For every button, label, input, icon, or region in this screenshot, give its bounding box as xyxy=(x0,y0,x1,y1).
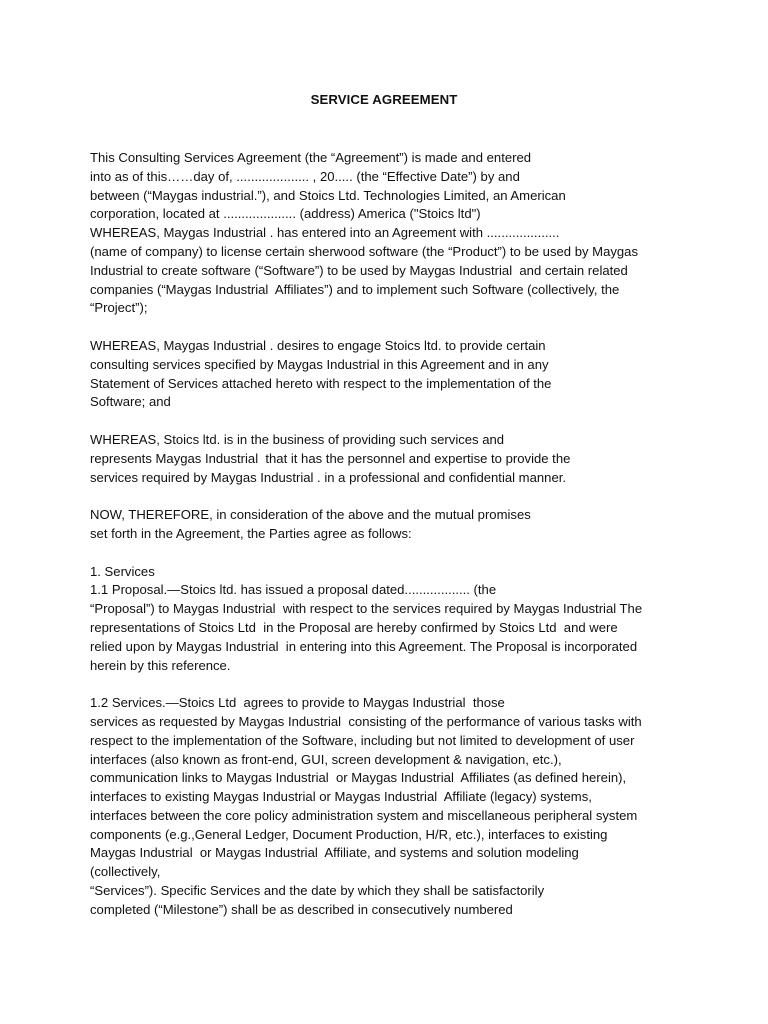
paragraph-whereas-business xyxy=(90,431,690,487)
text-line: Statement of Services attached hereto with respect to the implementation of the xyxy=(90,375,552,391)
paragraph-intro xyxy=(90,149,690,318)
text-line: WHEREAS, Stoics ltd. is in the business of providing such services and xyxy=(90,431,505,447)
text-line: Software; and xyxy=(90,394,171,410)
paragraph-gap xyxy=(90,412,690,431)
text-line: interfaces between the core policy administration system and miscellaneous peripheral system xyxy=(90,807,638,823)
text-line: Industrial to create software (“Software”) to be used by Maygas Industrial and certain related xyxy=(90,262,628,278)
paragraph-gap xyxy=(90,544,690,563)
text-line: between (“Maygas industrial.”), and Stoics Ltd. Technologies Limited, an American xyxy=(90,187,566,203)
text-line: relied upon by Maygas Industrial in entering into this Agreement. The Proposal is incorporated xyxy=(90,638,638,654)
text-line: corporation, located at .................... (address) America ("Stoics ltd") xyxy=(90,206,481,222)
text-line: into as of this……day of, .................... , 20..... (the “Effective Date”) by and xyxy=(90,168,520,184)
text-line: interfaces (also known as front-end, GUI, screen development & navigation, etc.), xyxy=(90,751,562,767)
text-line: represents Maygas Industrial that it has the personnel and expertise to provide the xyxy=(90,450,571,466)
paragraph-therefore xyxy=(90,506,690,544)
text-line: consulting services specified by Maygas Industrial in this Agreement and in any xyxy=(90,356,549,372)
text-line: set forth in the Agreement, the Parties agree as follows: xyxy=(90,525,412,541)
paragraph-gap xyxy=(90,318,690,337)
text-line: companies (“Maygas Industrial Affiliates”) and to implement such Software (collectively, the xyxy=(90,281,620,297)
text-line: 1.1 Proposal.—Stoics ltd. has issued a proposal dated.................. (the xyxy=(90,582,497,598)
text-line: WHEREAS, Maygas Industrial . desires to engage Stoics ltd. to provide certain xyxy=(90,337,546,353)
section-services-proposal xyxy=(90,563,690,676)
paragraph-gap xyxy=(90,675,690,694)
section-services-description xyxy=(90,694,690,920)
text-line: “Proposal”) to Maygas Industrial with respect to the services required by Maygas Industrial The xyxy=(90,601,643,617)
text-line: representations of Stoics Ltd in the Proposal are hereby confirmed by Stoics Ltd and were xyxy=(90,619,618,635)
paragraph-whereas-engage xyxy=(90,337,690,412)
document-body xyxy=(90,149,690,920)
text-line: This Consulting Services Agreement (the “Agreement”) is made and entered xyxy=(90,150,532,165)
text-line: NOW, THEREFORE, in consideration of the above and the mutual promises xyxy=(90,507,531,523)
text-line: 1.2 Services.—Stoics Ltd agrees to provide to Maygas Industrial those xyxy=(90,695,505,711)
text-line: herein by this reference. xyxy=(90,657,231,673)
paragraph-gap xyxy=(90,487,690,506)
text-line: (collectively, xyxy=(90,864,161,880)
text-line: services required by Maygas Industrial . in a professional and confidential manner. xyxy=(90,469,566,485)
text-line: services as requested by Maygas Industrial consisting of the performance of various tasks with xyxy=(90,713,642,729)
document-title: SERVICE AGREEMENT xyxy=(310,92,458,107)
text-line: completed (“Milestone”) shall be as described in consecutively numbered xyxy=(90,901,513,917)
text-line: communication links to Maygas Industrial or Maygas Industrial Affiliates (as defined herein), xyxy=(90,770,627,786)
text-line: “Services”). Specific Services and the date by which they shall be satisfactorily xyxy=(90,883,545,899)
text-line: WHEREAS, Maygas Industrial . has entered into an Agreement with .................... xyxy=(90,225,560,241)
text-line: respect to the implementation of the Software, including but not limited to development of user xyxy=(90,732,635,748)
text-line: (name of company) to license certain sherwood software (the “Product”) to be used by Maygas xyxy=(90,243,639,259)
text-line: “Project”); xyxy=(90,300,148,316)
section-heading: 1. Services xyxy=(90,563,155,579)
text-line: Maygas Industrial or Maygas Industrial Affiliate, and systems and solution modeling xyxy=(90,845,579,861)
text-line: interfaces to existing Maygas Industrial or Maygas Industrial Affiliate (legacy) systems, xyxy=(90,789,592,805)
text-line: components (e.g.,General Ledger, Document Production, H/R, etc.), interfaces to existing xyxy=(90,826,608,842)
